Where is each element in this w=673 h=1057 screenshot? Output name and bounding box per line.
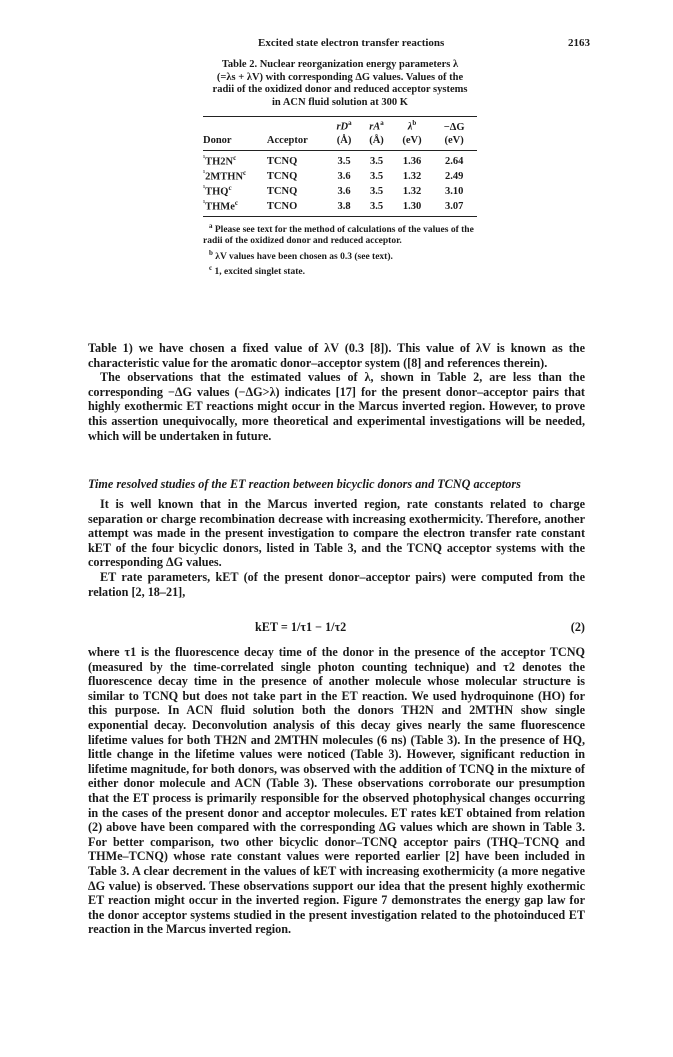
paragraph: The observations that the estimated values of λ, shown in Table 2, are less than the corresponding −ΔG values (−ΔG>λ) indicates [17] for the present donor–acceptor pairs that highly exothermic ET reactions might occur in the Marcus inverted region. However, to prove this assertion unequivocally, more theoretical and experimental investigations will be needed, which will be undertaken in future. xyxy=(88,370,585,443)
donor-cell: $^{^1}$THQ$^c$ xyxy=(203,183,232,197)
col-unit-rd: (Å) xyxy=(336,134,352,146)
table-row xyxy=(203,153,477,168)
acceptor-cell: TCNO xyxy=(266,201,298,212)
col-header-acceptor: Acceptor xyxy=(266,134,308,146)
caption-line: in ACN fluid solution at 300 K xyxy=(272,96,408,108)
col-header-lambda: $\lambda^b$ xyxy=(407,119,417,133)
acceptor-cell: TCNQ xyxy=(266,171,298,182)
equation-text: kET = 1/τ1 − 1/τ2 xyxy=(255,620,347,634)
ra-cell: 3.5 xyxy=(369,156,384,167)
paragraph: where τ1 is the fluorescence decay time of the donor in the presence of the acceptor TCNQ (measured by the time-correlated single photon counting technique) and τ2 denotes the fluorescence decay time in the presence of another molecule whose molecular structure is similar to TCNQ but does not take part in the ET reaction. We used hydroquinone (HO) for this purpose. In ACN fluid solution both the donors TH2N and 2MTHN show single exponential decay. Deconvolution analysis of this decay gives nearly the same fluorescence lifetime values for both TH2N and 2MTHN molecules (6 ns) (Table 3). In the presence of HQ, little change in the lifetime values were noticed (Table 3). However, significant reduction in lifetime magnitude, for both donors, was observed with the addition of TCNQ in the mixture of either donor molecule and ACN (Table 3). These observations corroborate our presumption that the ET process is primarily responsible for the observed photophysical changes occurring in the cases of the present donor and acceptor molecules. ET rates kET obtained from relation (2) above have been compared with the corresponding ΔG values which are shown in Table 3. For better comparison, two other bicyclic donor–TCNQ acceptor pairs (THQ–TCNQ and THMe–TCNQ) whose rate constant values were reported earlier [2] have been included in Table 3. A clear decrement in the values of kET with increasing exothermicity (a more negative ΔG value) is observed. These observations support our idea that the present highly exothermic ET reaction might occur in the inverted region. Figure 7 demonstrates the energy gap law for the donor acceptor systems studied in the present investigation related to the photoinduced ET reaction in the Marcus inverted region. xyxy=(88,645,585,937)
table-row xyxy=(203,183,477,198)
equation-number: (2) xyxy=(570,620,585,634)
footnote-b: $^b$ λV values have been chosen as 0.3 (see text). xyxy=(209,248,393,262)
ra-cell: 3.5 xyxy=(369,186,384,197)
lambda-cell: 1.32 xyxy=(402,186,422,197)
caption-line: (=λs + λV) with corresponding ΔG values. Values of the xyxy=(216,71,464,83)
rd-cell: 3.6 xyxy=(337,186,351,197)
donor-cell: $^{^1}TH2N^c$ xyxy=(203,153,237,167)
paragraph: It is well known that in the Marcus inverted region, rate constants related to charge separation or charge recombination decrease with increasing exothermicity. Therefore, another attempt was made in the present investigation to compare the electron transfer rate constant kET of the four bicyclic donors, listed in Table 3, and the TCNQ acceptor systems with the corresponding ΔG values. xyxy=(88,497,585,570)
col-header-dg: −ΔG xyxy=(443,121,465,133)
running-head: Excited state electron transfer reactions xyxy=(258,37,445,49)
footnote-a: $^a$ Please see text for the method of calculations of the values of the radii of the oxidized donor and reduced acceptor. xyxy=(203,221,474,247)
col-header-rd: $rD^a$ xyxy=(336,119,352,133)
rd-cell: 3.5 xyxy=(337,156,351,167)
table-caption xyxy=(203,59,477,109)
col-header-donor: Donor xyxy=(203,134,232,146)
page-number: 2163 xyxy=(568,37,590,49)
dg-cell: 3.10 xyxy=(444,186,464,197)
rd-cell: 3.8 xyxy=(337,201,351,212)
acceptor-cell: TCNQ xyxy=(266,156,298,167)
acceptor-cell: TCNQ xyxy=(266,186,298,197)
header-row-2 xyxy=(203,134,477,147)
dg-cell: 3.07 xyxy=(444,201,464,212)
table-bottom-rule xyxy=(203,216,477,217)
caption-line: radii of the oxidized donor and reduced acceptor systems xyxy=(212,84,468,95)
section-heading: Time resolved studies of the ET reaction between bicyclic donors and TCNQ acceptors xyxy=(88,477,521,491)
table-2-body xyxy=(203,153,477,213)
col-unit-dg: (eV) xyxy=(444,134,464,146)
dg-cell: 2.49 xyxy=(444,171,464,182)
footnote-c: $^c$ 1, excited singlet state. xyxy=(209,264,305,278)
dg-cell: 2.64 xyxy=(444,156,464,167)
donor-cell: $^{^1}$2MTHN$^c$ xyxy=(203,168,247,182)
ra-cell: 3.5 xyxy=(369,171,384,182)
table-footnotes xyxy=(203,221,477,279)
ra-cell: 3.5 xyxy=(369,201,384,212)
header-row-1 xyxy=(203,117,477,134)
rd-cell: 3.6 xyxy=(337,171,351,182)
body-block-2 xyxy=(88,497,585,599)
col-unit-lambda: (eV) xyxy=(402,134,422,146)
col-header-ra: $rA^a$ xyxy=(369,119,384,133)
lambda-cell: 1.36 xyxy=(402,156,422,167)
table-row xyxy=(203,198,477,213)
body-block-1 xyxy=(88,341,585,443)
caption-line: Table 2. Nuclear reorganization energy parameters λ xyxy=(221,59,459,70)
table-2-data xyxy=(203,117,477,147)
donor-cell: $^{^1}$THMe$^c$ xyxy=(203,198,238,212)
lambda-cell: 1.32 xyxy=(402,171,422,182)
table-2 xyxy=(203,59,477,279)
paragraph: Table 1) we have chosen a fixed value of λV (0.3 [8]). This value of λV is known as the characteristic value for the aromatic donor–acceptor system ([8] and references therein). xyxy=(88,341,585,370)
lambda-cell: 1.30 xyxy=(402,201,422,212)
paragraph: ET rate parameters, kET (of the present donor–acceptor pairs) were computed from the relation [2, 18–21], xyxy=(88,569,585,599)
col-unit-ra: (Å) xyxy=(369,134,384,146)
body-block-3 xyxy=(88,645,585,937)
table-row xyxy=(203,168,477,183)
